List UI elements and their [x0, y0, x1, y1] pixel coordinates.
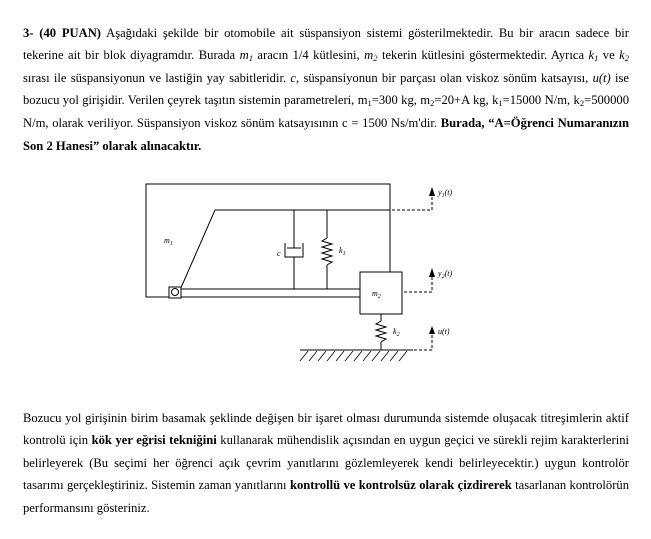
question-text: sırası ile süspansiyonun ve lastiğin yay sabitleridir.	[23, 70, 287, 85]
param-subscript: 2	[430, 98, 435, 109]
question-text: ve	[602, 48, 615, 63]
wheel-axle	[170, 289, 360, 297]
label-y2: $y_2(t)$	[438, 269, 453, 280]
label-m2: $m_2$	[372, 289, 381, 300]
y1-arrow-icon	[429, 187, 435, 196]
question-note: Burada, “A=Öğrenci Numaranızın Son 2 Hanesi” olarak alınacaktır.	[23, 115, 630, 153]
question-text: aracın 1/4 kütlesini,	[257, 48, 360, 63]
symbol-m2: $m_2$	[364, 48, 378, 64]
question-text: =20+A kg, k	[434, 93, 499, 108]
question-text: Aşağıdaki şekilde bir otomobile ait süspansiyon sistemi gösterilmektedir. Bu bir aracın sadece bir tekerine ait bir blok diyagramdır. Burada	[23, 25, 629, 63]
symbol-k1: $k_1$	[588, 48, 599, 64]
param-subscript: 2	[579, 98, 585, 109]
spring-k2	[376, 321, 386, 342]
y1-reference	[392, 196, 432, 210]
wheel-mass-m2	[360, 272, 402, 314]
question-text: =500000 N/m, olarak veriliyor. Süspansiyon viskoz sönüm katsayısının c = 1500 Ns/m'dir.	[23, 93, 629, 130]
instructions-text: kullanarak mühendislik açısından en uygun geçici ve sürekli rejim karakterlerini belirleyerek (Bu seçimi her öğrenci açık çevrim yanıtlarını gözlemleyerek kendi belirleyecektir.) uygun kontrolör tasarımı gerçekleştiriniz. Sistemin zaman yanıtlarını	[23, 433, 629, 493]
symbol-c: c,	[290, 70, 300, 85]
u-reference	[414, 334, 432, 350]
label-k1: $k_1$	[339, 246, 346, 257]
instructions-emphasis: kök yer eğrisi tekniğini	[91, 433, 217, 448]
question-text: süspansiyonun bir parçası olan viskoz sönüm katsayısı,	[303, 70, 589, 85]
question-text: ise bozucu yol girişidir. Verilen çeyrek taşıtın sistemin parametreleri, m	[23, 70, 630, 108]
symbol-u: u(t)	[592, 70, 611, 85]
y2-reference	[404, 277, 432, 292]
instructions-text: Bozucu yol girişinin birim basamak şeklinde değişen bir işaret olması durumunda sistemde oluşacak titreşimlerin aktif kontrolü için	[23, 410, 629, 448]
instructions-paragraph	[23, 407, 629, 520]
question-text: tekerin kütlesini göstermektedir. Ayrıca	[381, 48, 585, 63]
label-u: u(t)	[438, 327, 450, 336]
car-body-m1	[146, 184, 390, 297]
u-arrow-icon	[429, 326, 435, 334]
symbol-m1: $m_1$	[239, 48, 253, 64]
symbol-k2: $k_2$	[619, 48, 629, 64]
label-c: c	[277, 249, 281, 258]
ground-hatch	[300, 351, 407, 361]
question-text: =15000 N/m, k	[502, 93, 580, 108]
param-subscript: 1	[367, 98, 372, 109]
label-k2: $k_2$	[393, 327, 400, 338]
y2-arrow-icon	[429, 268, 435, 277]
question-text: =300 kg, m	[371, 93, 431, 108]
pivot-joint	[172, 289, 179, 296]
question-heading: 3- (40 PUAN)	[23, 25, 101, 40]
label-y1: $y_1(t)$	[438, 188, 453, 199]
instructions-emphasis: kontrollü ve kontrolsüz olarak çizdirerek	[289, 478, 512, 493]
instructions-text: tasarlanan kontrolörün performansını gösteriniz.	[23, 478, 629, 515]
label-m1: $m_1$	[164, 236, 173, 247]
param-subscript: 1	[498, 98, 503, 109]
